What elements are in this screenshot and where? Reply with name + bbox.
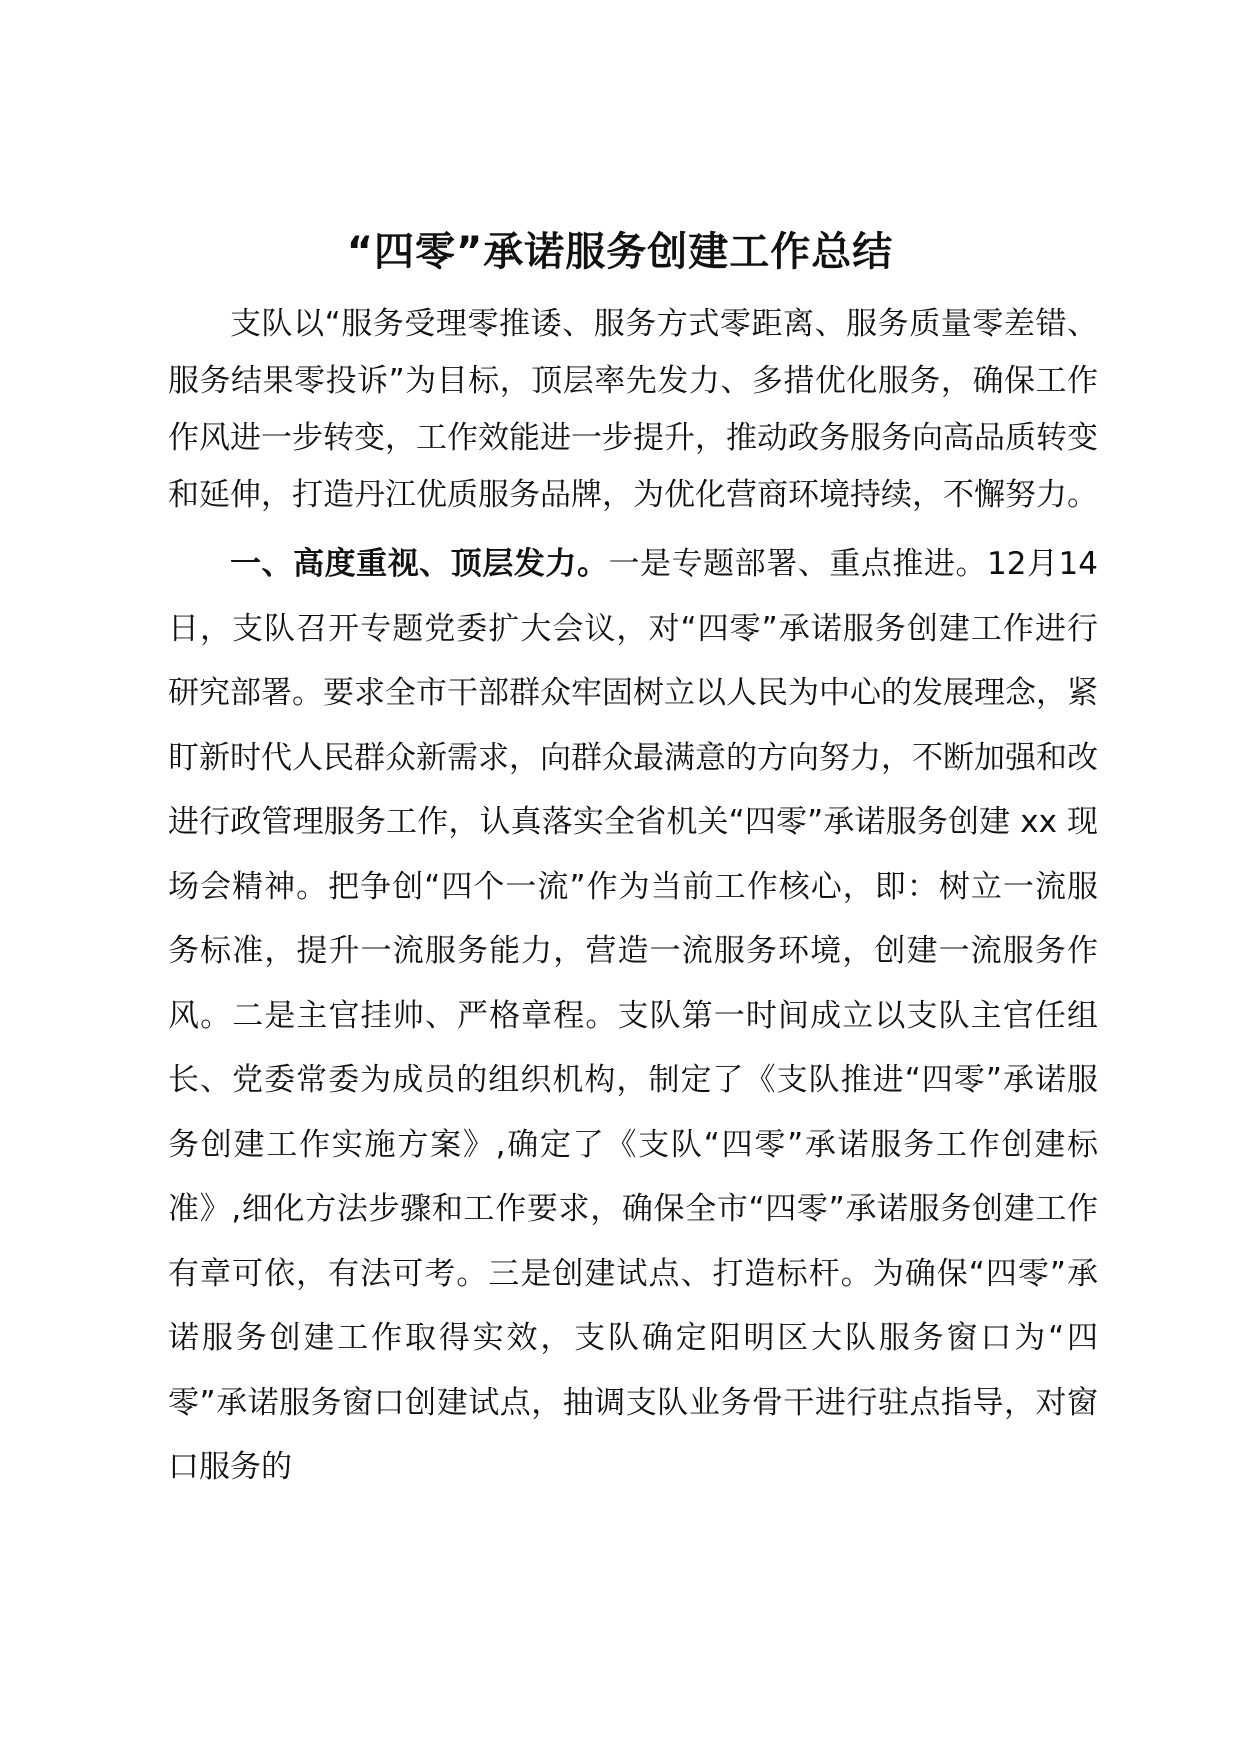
document-title: “四零”承诺服务创建工作总结: [346, 229, 894, 275]
section-heading: 一、高度重视、顶层发力。: [230, 546, 609, 582]
paragraph-intro: 支队以“服务受理零推诿、服务方式零距离、服务质量零差错、服务结果零投诉”为目标，顶层率先发力、多措优化服务，确保工作作风进一步转变，工作效能进一步提升，推动政务服务向高品质转变和延伸，打造丹江优质服务品牌，为优化营商环境持续，不懈努力。: [168, 306, 1098, 513]
section-body-text: 一是专题部署、重点推进。12月14日，支队召开专题党委扩大会议，对“四零”承诺服务创建工作进行研究部署。要求全市干部群众牢固树立以人民为中心的发展理念，紧盯新时代人民群众新需求，向群众最满意的方向努力，不断加强和改进行政管理服务工作，认真落实全省机关“四零”承诺服务创建 xx 现场会精神。把争创“四个一流”作为当前工作核心，即：树立一流服务标准，提升一流服务能力，营造一流服务环境，创建一流服务作风。二是主官挂帅、严格章程。支队第一时间成立以支队主官任组长、党委常委为成员的组织机构，制定了《支队推进“四零”承诺服务创建工作实施方案》,确定了《支队“四零”承诺服务工作创建标准》,细化方法步骤和工作要求，确保全市“四零”承诺服务创建工作有章可依，有法可考。三是创建试点、打造标杆。为确保“四零”承诺服务创建工作取得实效，支队确定阳明区大队服务窗口为“四零”承诺服务窗口创建试点，抽调支队业务骨干进行驻点指导，对窗口服务的: [168, 546, 1098, 1485]
document-body: [168, 296, 1098, 1500]
paragraph-section-one: [168, 532, 1098, 1500]
